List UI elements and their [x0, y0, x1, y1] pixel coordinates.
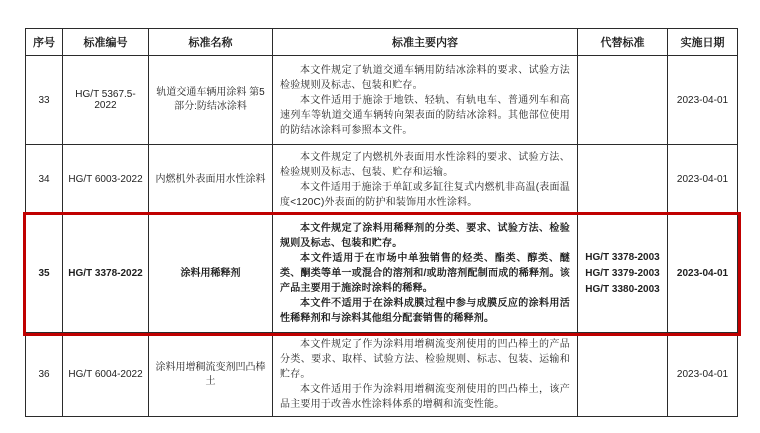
content-paragraph: 本文件适用于施涂于单缸或多缸往复式内燃机非高温(表面温度<120C)外表面的防护和装饰用水性涂料。 [280, 181, 570, 208]
implementation-date-cell: 2023-04-01 [668, 215, 738, 333]
content-paragraph: 本文件不适用于在涂料成膜过程中参与成膜反应的涂料用活性稀释剂和与涂料其他组分配套销售的稀释剂。 [280, 298, 570, 324]
implementation-date-cell: 2023-04-01 [668, 145, 738, 215]
content-paragraph: 本文件规定了内燃机外表面用水性涂料的要求、试验方法、检验规则及标志、包装、贮存和运输。 [280, 151, 570, 178]
table-header-row [26, 29, 738, 56]
standard-name-cell: 内燃机外表面用水性涂料 [149, 145, 273, 215]
content-paragraph: 本文件规定了涂料用稀释剂的分类、要求、试验方法、检验规则及标志、包装和贮存。 [280, 223, 570, 249]
replaced-standard-cell [578, 215, 668, 333]
replaced-standard-cell [578, 56, 668, 145]
header-standard-code: 标准编号 [63, 29, 149, 56]
header-replaced-standard: 代替标准 [578, 29, 668, 56]
main-content-cell [273, 145, 578, 215]
content-paragraph: 本文件适用于施涂于地铁、轻轨、有轨电车、普通列车和高速列车等轨道交通车辆转向架表面的防结冰涂料。其他部位使用的防结冰涂料可参照本文件。 [280, 94, 570, 136]
implementation-date-cell: 2023-04-01 [668, 333, 738, 417]
serial-number-cell: 36 [26, 333, 63, 417]
implementation-date-cell: 2023-04-01 [668, 56, 738, 145]
standards-table [25, 28, 738, 417]
standard-code-cell: HG/T 6004-2022 [63, 333, 149, 417]
header-implementation-date: 实施日期 [668, 29, 738, 56]
table-row [26, 145, 738, 215]
main-content-cell [273, 56, 578, 145]
header-standard-name: 标准名称 [149, 29, 273, 56]
content-paragraph: 本文件规定了轨道交通车辆用防结冰涂料的要求、试验方法检验规则及标志、包装和贮存。 [280, 64, 570, 91]
serial-number-cell: 34 [26, 145, 63, 215]
standard-name-cell: 涂料用稀释剂 [149, 215, 273, 333]
serial-number-cell: 35 [26, 215, 63, 333]
standard-name-cell: 轨道交通车辆用涂料 第5部分:防结冰涂料 [149, 56, 273, 145]
replaced-standard-cell [578, 145, 668, 215]
table-row [26, 56, 738, 145]
standard-code-cell: HG/T 3378-2022 [63, 215, 149, 333]
standard-name-cell: 涂料用增稠流变剂凹凸棒土 [149, 333, 273, 417]
content-paragraph: 本文件规定了作为涂料用增稠流变剂使用的凹凸棒土的产品分类、要求、取样、试验方法、检验规则、标志、包装、运输和贮存。 [280, 339, 570, 380]
replaced-standard-item: HG/T 3378-2003 [585, 251, 660, 263]
replaced-standard-cell [578, 333, 668, 417]
header-serial-number: 序号 [26, 29, 63, 56]
content-paragraph: 本文件适用于在市场中单独销售的烃类、酯类、醇类、醚类、酮类等单一或混合的溶剂和/或助溶剂配制而成的稀释剂。该产品主要用于施涂时涂料的稀释。 [280, 253, 570, 294]
table-row-highlighted [26, 215, 738, 333]
table-row [26, 333, 738, 417]
main-content-cell [273, 333, 578, 417]
replaced-standard-item: HG/T 3380-2003 [585, 283, 660, 295]
content-paragraph: 本文件适用于作为涂料用增稠流变剂使用的凹凸棒土，该产品主要用于改善水性涂料体系的增稠和流变性能。 [280, 384, 570, 410]
replaced-standard-item: HG/T 3379-2003 [585, 267, 660, 279]
serial-number-cell: 33 [26, 56, 63, 145]
header-main-content: 标准主要内容 [273, 29, 578, 56]
standard-code-cell: HG/T 5367.5-2022 [63, 56, 149, 145]
main-content-cell [273, 215, 578, 333]
standard-code-cell: HG/T 6003-2022 [63, 145, 149, 215]
